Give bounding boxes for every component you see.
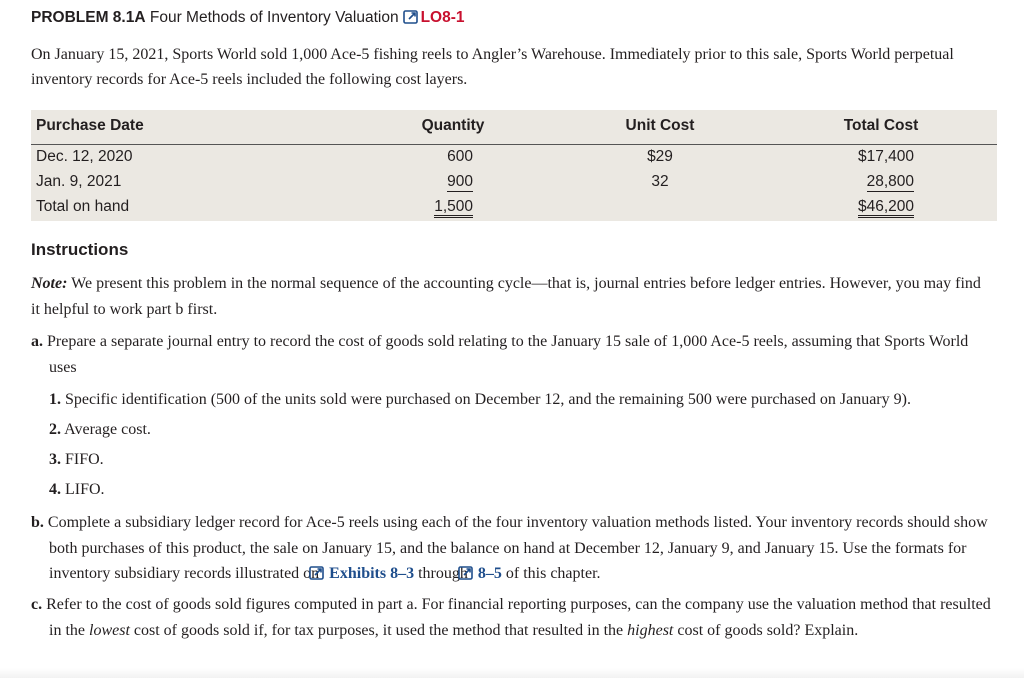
part-c-label: c. — [31, 596, 43, 613]
item-text: Average cost. — [61, 421, 151, 438]
part-b-text-after: of this chapter. — [501, 565, 601, 582]
part-b-text: Complete a subsidiary ledger record for Ace-5 reels using each of the four inventory valuation methods listed. Your inventory records should show both purchases of this product, the sale on January 15, and the balance on hand at December 12, January 9, and January 15. Use the formats for inventory subsidiary records illustrated on — [43, 514, 988, 582]
item-text: Specific identification (500 of the units sold were purchased on December 12, and the remaining 500 were purchased on January 9). — [61, 391, 911, 408]
table-cell-quantity: 600 — [447, 148, 473, 165]
list-item — [49, 447, 104, 473]
note-text: We present this problem in the normal sequence of the accounting cycle—that is, journal entries before ledger entries. However, you may find it helpful to work part b first. — [31, 275, 981, 318]
list-item — [49, 417, 151, 443]
table-cell-date: Total on hand — [36, 198, 130, 215]
table-cell-unit-cost: 32 — [651, 173, 669, 190]
table-cell-date: Jan. 9, 2021 — [36, 173, 122, 190]
item-text: FIFO. — [61, 451, 104, 468]
external-link-icon[interactable] — [403, 9, 419, 30]
part-b-label: b. — [31, 514, 44, 531]
part-a — [31, 329, 999, 380]
table-cell-total-cost — [834, 173, 914, 191]
part-c-emphasis-highest: highest — [627, 621, 674, 639]
part-a-text: Prepare a separate journal entry to record the cost of goods sold relating to the January 15 sale of 1,000 Ace-5 reels, assuming that Sports World uses — [43, 333, 969, 376]
quantity-total-value: 1,500 — [434, 198, 473, 218]
table-cell-unit-cost: $29 — [647, 148, 673, 165]
item-label: 3. — [49, 451, 61, 468]
part-c — [31, 592, 1005, 643]
instructions-heading: Instructions — [31, 240, 129, 259]
table-header-row — [31, 110, 997, 145]
item-label: 2. — [49, 421, 61, 438]
table-cell-quantity — [413, 198, 473, 216]
part-c-emphasis-lowest: lowest — [89, 621, 130, 639]
header-purchase-date: Purchase Date — [36, 117, 144, 134]
part-a-label: a. — [31, 333, 43, 350]
table-cell-date: Dec. 12, 2020 — [36, 148, 133, 165]
table-cell-total-cost: $17,400 — [857, 148, 914, 165]
intro-paragraph: On January 15, 2021, Sports World sold 1,000 Ace-5 fishing reels to Angler’s Warehouse. Immediately prior to this sale, Sports World perpetual inventory records for Ace-5 reels included the following cost layers. — [31, 46, 954, 88]
learning-objective-link[interactable]: LO8-1 — [420, 9, 465, 26]
total-cost-value: 28,800 — [866, 173, 914, 190]
part-b — [31, 510, 1005, 590]
exhibit-link-8-5[interactable]: 8–5 — [477, 565, 502, 582]
cost-layers-table — [31, 110, 997, 221]
table-cell-total-cost — [834, 198, 914, 216]
part-c-text: Refer to the cost of goods sold figures computed in part a. For financial reporting purposes, can the company use the valuation method that resulted in the — [42, 596, 991, 639]
problem-number: PROBLEM 8.1A — [31, 9, 146, 26]
item-text: LIFO. — [61, 481, 105, 498]
part-c-text: cost of goods sold if, for tax purposes, it used the method that resulted in the — [129, 621, 628, 639]
quantity-value: 900 — [447, 173, 473, 190]
note-paragraph — [31, 271, 991, 322]
part-c-text: cost of goods sold? Explain. — [673, 621, 859, 639]
problem-title — [31, 9, 465, 30]
list-item — [49, 477, 105, 503]
exhibit-link-8-3[interactable]: Exhibits 8–3 — [329, 565, 415, 582]
table-cell-quantity — [413, 173, 473, 191]
header-quantity: Quantity — [421, 117, 485, 134]
header-unit-cost: Unit Cost — [625, 117, 695, 134]
part-b-text-middle: through — [414, 565, 472, 582]
note-label: Note: — [31, 275, 68, 292]
bottom-divider — [0, 668, 1024, 678]
problem-title-text: Four Methods of Inventory Valuation — [149, 9, 399, 26]
total-cost-total-value: $46,200 — [858, 198, 914, 218]
header-total-cost: Total Cost — [843, 117, 919, 134]
item-label: 4. — [49, 481, 61, 498]
list-item — [49, 387, 911, 413]
item-label: 1. — [49, 391, 61, 408]
